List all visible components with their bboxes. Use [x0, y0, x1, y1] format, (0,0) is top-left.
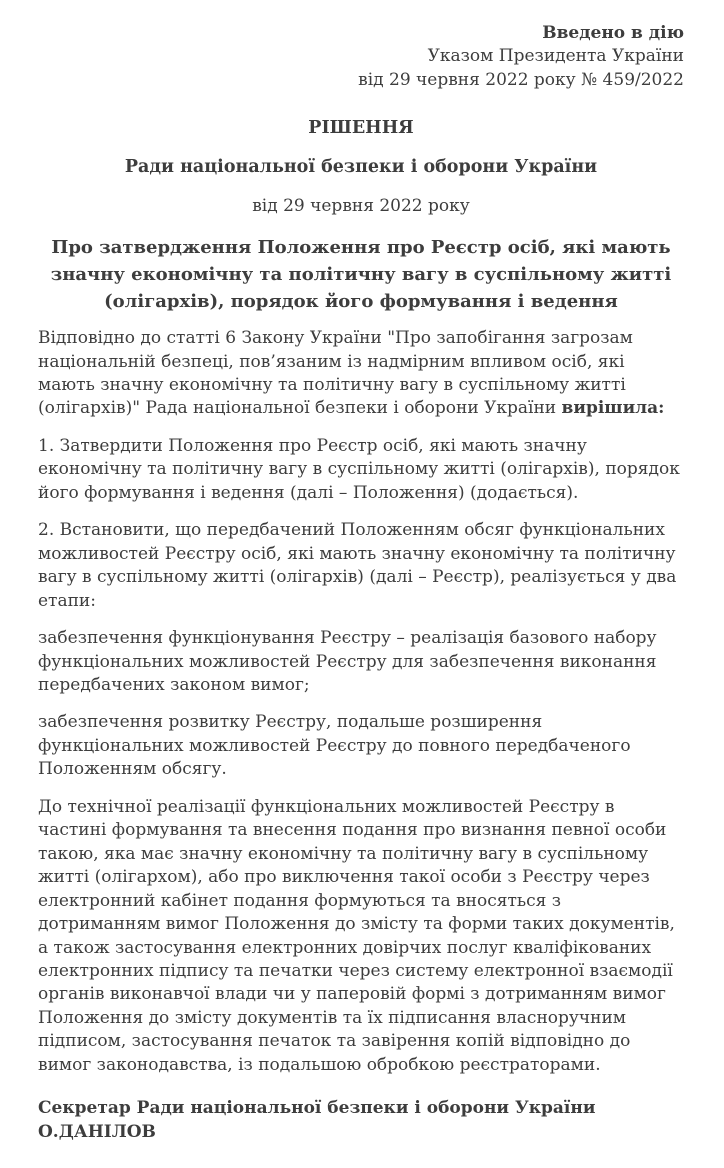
enactment-line-3: від 29 червня 2022 року № 459/2022 — [358, 69, 684, 90]
doc-date: від 29 червня 2022 року — [252, 195, 470, 216]
doc-title: Про затвердження Положення про Реєстр осіб, які мають значну економічну та політичну вагу в суспільному житті (олігархів), порядок його формування і ведення — [50, 237, 672, 313]
enactment-block — [38, 22, 684, 92]
paragraph-stage-2: забезпечення розвитку Реєстру, подальше розширення функціональних можливостей Реєстру до повного передбаченого Положенням обсягу. — [38, 712, 631, 780]
enactment-line-2: Указом Президента України — [427, 46, 684, 67]
signature-line: Секретар Ради національної безпеки і оборони України О.ДАНІЛОВ — [38, 1098, 596, 1142]
paragraph-lead — [38, 327, 684, 421]
paragraph-technical: До технічної реалізації функціональних можливостей Реєстру в частині формування та внесення подання про визнання певної особи такою, яка має значну економічну та політичну вагу в суспільному житті (олігархом), або про виключення такої особи з Реєстру через електронний кабінет подання формуються та вносяться з дотриманням вимог Положення до змісту та форми таких документів, а також застосування електронних довірчих послуг кваліфікованих електронних підпису та печатки через систему електронної взаємодії органів виконавчої влади чи у паперовій формі з дотриманням вимог Положення до змісту документів та їх підписання власноручним підписом, застосування печаток та завірення копій відповідно до вимог законодавства, із подальшою обробкою реєстраторами. — [38, 796, 675, 1075]
authority-heading: Ради національної безпеки і оборони України — [124, 156, 598, 177]
paragraph-lead-bold: вирішила: — [561, 398, 665, 419]
paragraph-lead-text: Відповідно до статті 6 Закону України "Про запобігання загрозам національній безпеці, пов’язаним із надмірним впливом осіб, які мають значну економічну та політичну вагу в суспільному житті (олігархів)" Рада національної безпеки і оборони України — [38, 328, 633, 419]
doc-type-heading: РІШЕННЯ — [308, 118, 414, 139]
paragraph-stage-1: забезпечення функціонування Реєстру – реалізація базового набору функціональних можливостей Реєстру для забезпечення виконання передбачених законом вимог; — [38, 628, 657, 695]
paragraph-item-1: 1. Затвердити Положення про Реєстр осіб, які мають значну економічну та політичну вагу в суспільному житті (олігархів), порядок його формування і ведення (далі – Положення) (додається). — [38, 435, 680, 503]
paragraph-item-2: 2. Встановити, що передбачений Положенням обсяг функціональних можливостей Реєстру осіб, які мають значну економічну та політичну вагу в суспільному житті (олігархів) (далі – Реєстр), реалізується у два етапи: — [38, 520, 677, 611]
enactment-line-1: Введено в дію — [542, 23, 684, 43]
